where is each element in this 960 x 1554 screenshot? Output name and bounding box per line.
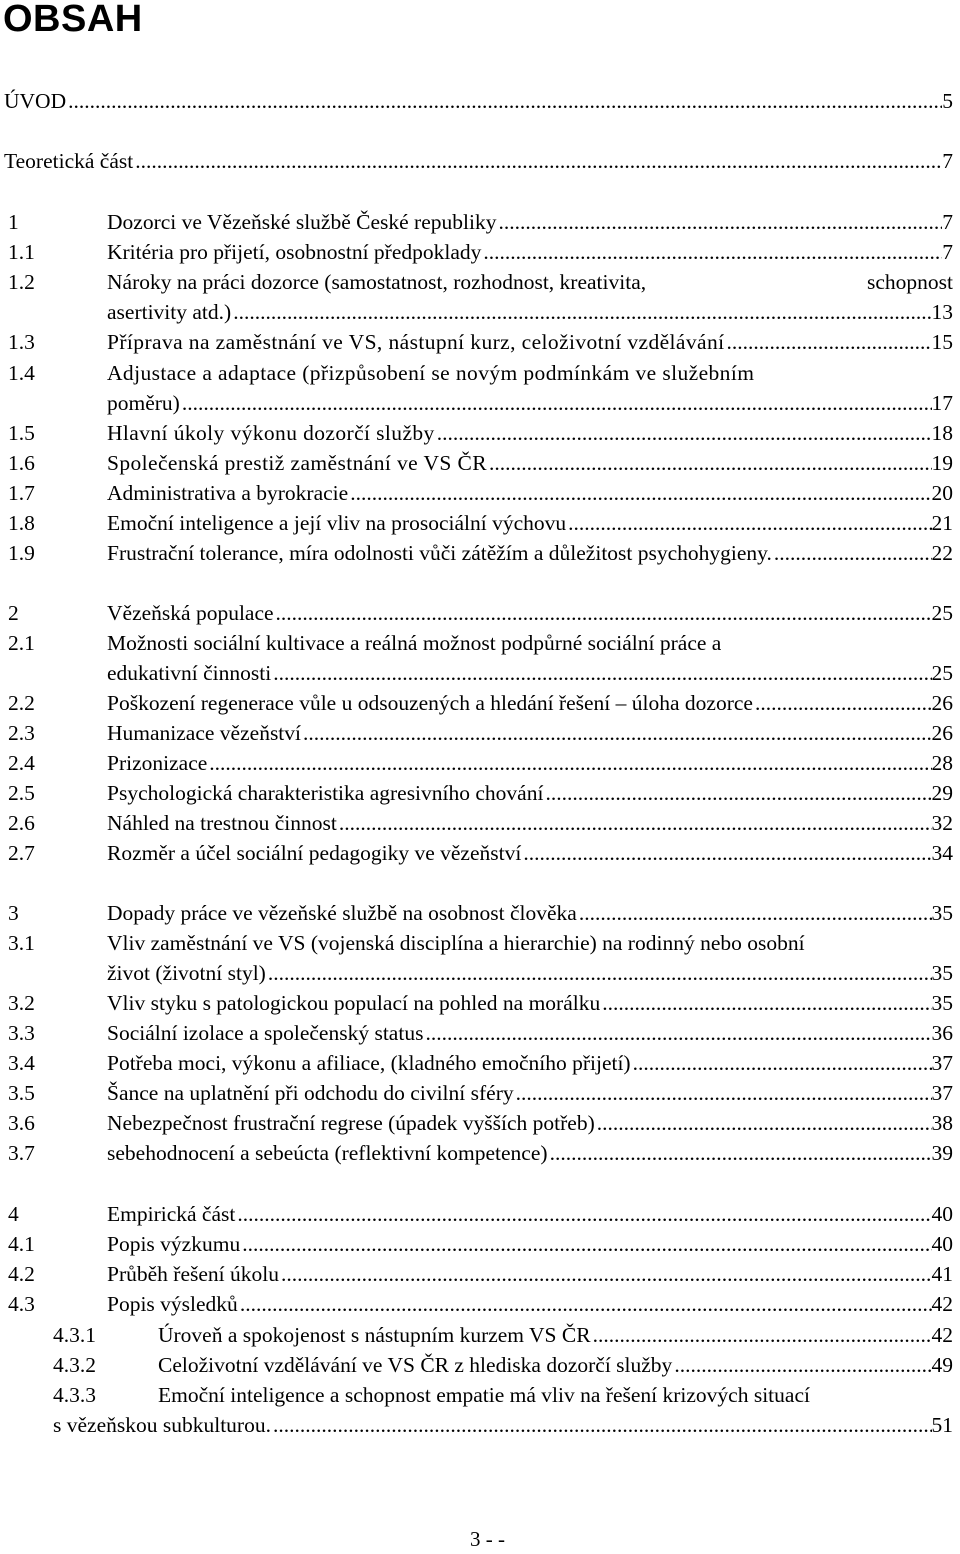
toc-leader-dots — [66, 86, 942, 116]
toc-leader-dots — [301, 718, 931, 748]
toc-entry-number: 1.2 — [8, 270, 35, 294]
toc-leader-dots — [672, 1350, 931, 1380]
toc-leader-dots — [724, 327, 931, 357]
toc-entry-number: 4 — [8, 1202, 19, 1226]
toc-entry[interactable] — [8, 1048, 953, 1078]
toc-entry-number: 2.6 — [8, 811, 35, 835]
toc-entry-title: Prizonizace — [107, 751, 208, 775]
toc-entry-title-line1: Adjustace a adaptace (přizpůsobení se novým podmínkám ve služebním — [107, 361, 755, 385]
toc-leader-dots — [548, 1138, 932, 1168]
toc-entry[interactable] — [8, 1078, 953, 1108]
toc-leader-dots — [566, 508, 931, 538]
toc-entry[interactable] — [8, 478, 953, 508]
toc-entry-title: Potřeba moci, výkonu a afiliace, (kladného emočního přijetí) — [107, 1051, 631, 1075]
toc-entry-title: Emoční inteligence a její vliv na prosociální výchovu — [107, 511, 567, 535]
toc-entry-title: Administrativa a byrokracie — [107, 481, 349, 505]
toc-entry-title: Dozorci ve Vězeňské službě České republiky — [107, 210, 497, 234]
toc-entry[interactable] — [4, 146, 953, 176]
toc-entry-title: Kritéria pro přijetí, osobnostní předpoklady — [107, 240, 482, 264]
toc-leader-dots — [543, 778, 931, 808]
toc-entry-continuation[interactable] — [8, 297, 953, 327]
toc-entry-page: 42 — [931, 1292, 953, 1316]
toc-entry-title: Úroveň a spokojenost s nástupním kurzem VS ČR — [158, 1323, 591, 1347]
toc-entry-page: 34 — [931, 841, 953, 865]
toc-entry-title: Společenská prestiž zaměstnání ve VS ČR — [107, 451, 488, 475]
toc-entry[interactable] — [8, 448, 953, 478]
toc-entry-number: 3.3 — [8, 1021, 35, 1045]
toc-entry-title: Poškození regenerace vůle u odsouzených a hledání řešení – úloha dozorce — [107, 691, 753, 715]
toc-entry-title-line1: Vliv zaměstnání ve VS (vojenská disciplína a hierarchie) na rodinný nebo osobní — [107, 931, 805, 955]
toc-leader-dots — [435, 418, 932, 448]
toc-entry-page: 26 — [931, 691, 953, 715]
toc-entry-page: 39 — [931, 1141, 953, 1165]
toc-entry-title: s vězeňskou subkulturou. — [53, 1413, 271, 1437]
toc-entry[interactable] — [53, 1380, 953, 1410]
toc-entry[interactable] — [8, 748, 953, 778]
toc-entry-number: 1.4 — [8, 361, 35, 385]
toc-entry[interactable] — [8, 808, 953, 838]
toc-leader-dots — [753, 688, 932, 718]
toc-entry-number: 3.4 — [8, 1051, 35, 1075]
toc-entry-page: 51 — [931, 1413, 953, 1437]
toc-entry-number: 2.1 — [8, 631, 35, 655]
toc-entry-number: 2 — [8, 601, 19, 625]
toc-entry[interactable] — [53, 1350, 953, 1380]
toc-entry-page: 35 — [931, 991, 953, 1015]
toc-entry-number: 1 — [8, 210, 19, 234]
toc-entry-title: ÚVOD — [4, 89, 67, 113]
toc-entry-page: 25 — [931, 601, 953, 625]
toc-entry-title-line1: Emoční inteligence a schopnost empatie má vliv na řešení krizových situací — [158, 1383, 810, 1407]
toc-entry-title: Dopady práce ve vězeňské službě na osobnost člověka — [107, 901, 577, 925]
toc-entry[interactable] — [8, 1138, 953, 1168]
toc-entry-page: 15 — [931, 330, 953, 354]
toc-entry[interactable] — [8, 358, 953, 388]
toc-entry-title: Příprava na zaměstnání ve VS, nástupní kurz, celoživotní vzdělávání — [107, 330, 725, 354]
toc-entry[interactable] — [8, 418, 953, 448]
toc-entry-title: Popis výzkumu — [107, 1232, 241, 1256]
toc-entry[interactable] — [8, 628, 953, 658]
toc-entry-number: 1.8 — [8, 511, 35, 535]
toc-entry[interactable] — [8, 688, 953, 718]
toc-entry-page: 38 — [931, 1111, 953, 1135]
toc-entry-number: 1.7 — [8, 481, 35, 505]
toc-entry-number: 4.3 — [8, 1292, 35, 1316]
toc-entry-page: 40 — [931, 1202, 953, 1226]
toc-entry-title: život (životní styl) — [107, 961, 266, 985]
toc-entry[interactable] — [53, 1320, 953, 1350]
toc-entry-continuation[interactable] — [8, 958, 953, 988]
toc-entry-title: Celoživotní vzdělávání ve VS ČR z hlediska dozorčí služby — [158, 1353, 673, 1377]
toc-entry-title: asertivity atd.) — [107, 300, 232, 324]
toc-entry-title: Frustrační tolerance, míra odolnosti vůči zátěžím a důležitost psychohygieny. — [107, 541, 772, 565]
toc-entry-page: 41 — [931, 1262, 953, 1286]
toc-entry-number: 3.7 — [8, 1141, 35, 1165]
toc-entry-number: 2.4 — [8, 751, 35, 775]
toc-leader-dots — [238, 1289, 932, 1319]
toc-entry-page: 21 — [931, 511, 953, 535]
toc-entry-number: 1.5 — [8, 421, 35, 445]
toc-entry-page: 18 — [931, 421, 953, 445]
toc-entry-page: 49 — [931, 1353, 953, 1377]
toc-entry-title: Psychologická charakteristika agresivního chování — [107, 781, 544, 805]
toc-entry-page: 25 — [931, 661, 953, 685]
toc-leader-dots — [271, 658, 931, 688]
toc-entry-page: 28 — [931, 751, 953, 775]
toc-entry-title: Sociální izolace a společenský status — [107, 1021, 424, 1045]
toc-leader-dots — [240, 1229, 931, 1259]
toc-entry-page: 32 — [931, 811, 953, 835]
toc-entry-page: 42 — [931, 1323, 953, 1347]
toc-entry-number: 2.3 — [8, 721, 35, 745]
toc-entry[interactable] — [8, 1018, 953, 1048]
toc-entry-number: 1.9 — [8, 541, 35, 565]
toc-entry-title: Hlavní úkoly výkonu dozorčí služby — [107, 421, 435, 445]
toc-leader-dots — [423, 1018, 931, 1048]
toc-entry-title: Nebezpečnost frustrační regrese (úpadek vyšších potřeb) — [107, 1111, 595, 1135]
toc-entry[interactable] — [8, 1259, 953, 1289]
toc-entry-number: 4.1 — [8, 1232, 35, 1256]
toc-entry-title: Rozměr a účel sociální pedagogiky ve vězeňství — [107, 841, 522, 865]
toc-leader-dots — [595, 1108, 932, 1138]
toc-entry-title: Průběh řešení úkolu — [107, 1262, 279, 1286]
toc-entry[interactable] — [8, 237, 953, 267]
toc-entry-page: 29 — [931, 781, 953, 805]
toc-entry-page: 13 — [931, 300, 953, 324]
toc-entry-number: 1.3 — [8, 330, 35, 354]
toc-leader-dots — [133, 146, 942, 176]
toc-entry[interactable] — [8, 538, 953, 568]
toc-entry[interactable] — [8, 1229, 953, 1259]
toc-entry-title-line1: Možnosti sociální kultivace a reálná možnost podpůrné sociální práce a — [107, 631, 722, 655]
toc-entry[interactable] — [8, 508, 953, 538]
toc-entry-title: Teoretická část — [4, 149, 134, 173]
toc-leader-dots — [274, 598, 932, 628]
toc-entry-page: 37 — [931, 1051, 953, 1075]
toc-leader-dots — [496, 207, 942, 237]
toc-entry-continuation[interactable] — [53, 1410, 953, 1440]
toc-leader-dots — [337, 808, 932, 838]
toc-entry-number: 4.3.3 — [53, 1383, 96, 1407]
toc-entry[interactable] — [8, 778, 953, 808]
toc-entry-page: 7 — [942, 240, 953, 264]
toc-leader-dots — [231, 297, 931, 327]
toc-leader-dots — [591, 1320, 932, 1350]
page-number: 3 - - — [470, 1527, 505, 1551]
toc-entry[interactable] — [8, 327, 953, 357]
toc-leader-dots — [271, 1410, 932, 1440]
toc-entry-continuation[interactable] — [8, 388, 953, 418]
toc-entry-page: 22 — [931, 541, 953, 565]
toc-entry-title: edukativní činnosti — [107, 661, 272, 685]
toc-leader-dots — [487, 448, 931, 478]
toc-entry-title: sebehodnocení a sebeúcta (reflektivní kompetence) — [107, 1141, 548, 1165]
toc-entry[interactable] — [4, 86, 953, 116]
toc-entry[interactable] — [8, 928, 953, 958]
toc-leader-dots — [521, 838, 931, 868]
toc-leader-dots — [348, 478, 931, 508]
toc-entry[interactable] — [8, 267, 953, 297]
toc-leader-dots — [235, 1199, 931, 1229]
toc-entry-number: 3.6 — [8, 1111, 35, 1135]
toc-entry-title-line1-end: schopnost — [867, 270, 953, 294]
toc-entry-number: 2.5 — [8, 781, 35, 805]
toc-entry-number: 3.5 — [8, 1081, 35, 1105]
toc-leader-dots — [266, 958, 932, 988]
toc-entry-page: 5 — [942, 89, 953, 113]
toc-entry-number: 1.6 — [8, 451, 35, 475]
toc-entry-title: Vliv styku s patologickou populací na pohled na morálku — [107, 991, 601, 1015]
toc-entry-page: 7 — [942, 149, 953, 173]
toc-entry-number: 2.2 — [8, 691, 35, 715]
toc-entry[interactable] — [8, 718, 953, 748]
toc-entry[interactable] — [8, 1199, 953, 1229]
toc-entry-number: 4.3.1 — [53, 1323, 96, 1347]
toc-entry-title: Humanizace vězeňství — [107, 721, 302, 745]
toc-entry-page: 19 — [931, 451, 953, 475]
toc-entry-page: 35 — [931, 901, 953, 925]
toc-entry-number: 3.1 — [8, 931, 35, 955]
toc-entry[interactable] — [8, 898, 953, 928]
toc-entry-number: 3.2 — [8, 991, 35, 1015]
toc-entry[interactable] — [8, 1108, 953, 1138]
toc-entry-number: 1.1 — [8, 240, 35, 264]
toc-entry-title: Popis výsledků — [107, 1292, 238, 1316]
toc-entry[interactable] — [8, 838, 953, 868]
toc-leader-dots — [180, 388, 932, 418]
toc-leader-dots — [600, 988, 931, 1018]
toc-leader-dots — [514, 1078, 932, 1108]
toc-entry-page: 20 — [931, 481, 953, 505]
toc-leader-dots — [279, 1259, 932, 1289]
toc-leader-dots — [207, 748, 931, 778]
toc-entry-page: 36 — [931, 1021, 953, 1045]
toc-entry[interactable] — [8, 207, 953, 237]
toc-entry-page: 17 — [931, 391, 953, 415]
toc-entry[interactable] — [8, 1289, 953, 1319]
toc-entry-page: 40 — [931, 1232, 953, 1256]
toc-entry-page: 37 — [931, 1081, 953, 1105]
toc-entry[interactable] — [8, 988, 953, 1018]
toc-entry-number: 4.2 — [8, 1262, 35, 1286]
toc-entry-continuation[interactable] — [8, 658, 953, 688]
toc-entry-title: poměru) — [107, 391, 180, 415]
toc-leader-dots — [631, 1048, 932, 1078]
toc-entry-number: 4.3.2 — [53, 1353, 96, 1377]
toc-entry[interactable] — [8, 598, 953, 628]
toc-leader-dots — [772, 538, 932, 568]
toc-leader-dots — [481, 237, 942, 267]
toc-entry-page: 7 — [942, 210, 953, 234]
toc-entry-title: Vězeňská populace — [107, 601, 274, 625]
toc-heading: OBSAH — [3, 0, 143, 40]
toc-entry-title: Šance na uplatnění při odchodu do civilní sféry — [107, 1081, 514, 1105]
toc-entry-title: Náhled na trestnou činnost — [107, 811, 337, 835]
toc-entry-number: 3 — [8, 901, 19, 925]
toc-entry-title: Empirická část — [107, 1202, 236, 1226]
toc-entry-number: 2.7 — [8, 841, 35, 865]
toc-entry-page: 35 — [931, 961, 953, 985]
toc-entry-title-line1: Nároky na práci dozorce (samostatnost, rozhodnost, kreativita, — [107, 270, 647, 294]
toc-entry-page: 26 — [931, 721, 953, 745]
toc-leader-dots — [577, 898, 932, 928]
